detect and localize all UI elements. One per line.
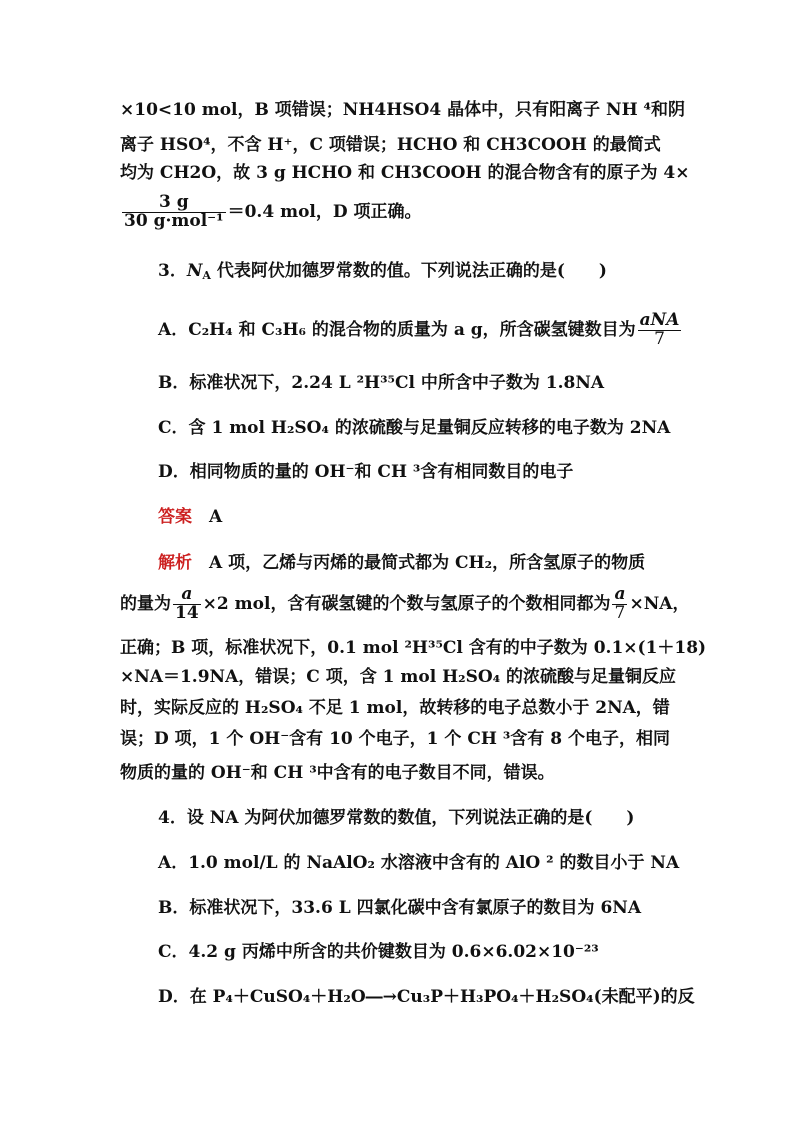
question-4-stem: 4．设 NA 为阿伏加德罗常数的数值，下列说法正确的是( ) [158,808,635,828]
analysis-line-4: ×NA＝1.9NA，错误；C 项，含 1 mol H₂SO₄ 的浓硫酸与足量铜反应 [120,667,677,687]
analysis-line-7: 物质的量的 OH⁻和 CH ³中含有的电子数目不同，错误。 [120,763,555,783]
answer-label: 答案 [158,507,192,527]
analysis-line-1 [158,552,718,574]
q3-na-symbol: N [186,261,203,281]
fraction-denominator: 30 g·mol⁻¹ [124,210,224,231]
text-line-1: ×10<10 mol，B 项错误；NH4HSO4 晶体中，只有阳离子 NH ⁴和阴 [120,100,686,120]
q4-option-d: D．在 P₄＋CuSO₄＋H₂O―→Cu₃P＋H₃PO₄＋H₂SO₄(未配平)的反 [158,987,695,1007]
text-line-2: 离子 HSO⁴，不含 H⁺，C 项错误；HCHO 和 CH3COOH 的最简式 [120,135,661,155]
q3-option-a-text: A．C₂H₄ 和 C₃H₆ 的混合物的质量为 a g，所含碳氢键数目为 [158,319,636,340]
q3-option-a [158,312,718,349]
analysis-fraction-1-num: a [173,586,201,605]
fraction-molar [122,194,226,231]
q3-option-b: B．标准状况下，2.24 L ²H³⁵Cl 中所含中子数为 1.8NA [158,373,605,393]
q3-stem-text: 代表阿伏加德罗常数的值。下列说法正确的是( ) [210,261,607,281]
analysis-text-1: A 项，乙烯与丙烯的最简式都为 CH₂，所含氢原子的物质 [209,553,646,573]
q4-option-a: A．1.0 mol/L 的 NaAlO₂ 水溶液中含有的 AlO ² 的数目小于 NA [158,853,680,873]
q3-option-d: D．相同物质的量的 OH⁻和 CH ³含有相同数目的电子 [158,462,574,482]
question-3-stem [158,260,718,282]
analysis-fraction-2-den: 7 [614,602,626,623]
analysis-line-3: 正确；B 项，标准状况下，0.1 mol ²H³⁵Cl 含有的中子数为 0.1×(1＋18) [120,638,707,658]
q3-option-a-num: aNA [639,310,680,330]
fraction-numerator: 3 g [122,194,226,213]
analysis-2a: 的量为 [120,593,171,614]
text-line-3: 均为 CH2O，故 3 g HCHO 和 CH3COOH 的混合物含有的原子为 4× [120,163,690,183]
q4-option-b: B．标准状况下，33.6 L 四氯化碳中含有氯原子的数目为 6NA [158,898,642,918]
q4-option-c: C．4.2 g 丙烯中所含的共价键数目为 0.6×6.02×10⁻²³ [158,942,599,962]
analysis-line-2 [120,584,690,623]
q3-option-a-fraction [638,312,682,349]
analysis-fraction-2-num: a [614,584,626,604]
text-line-4-rest: ＝0.4 mol，D 项正确。 [227,201,422,222]
analysis-fraction-1 [173,586,201,623]
q3-option-a-den: 7 [654,328,665,349]
analysis-label: 解析 [158,553,192,573]
analysis-2c: ×NA， [629,593,690,614]
analysis-line-5: 时，实际反应的 H₂SO₄ 不足 1 mol，故转移的电子总数小于 2NA，错 [120,698,670,718]
analysis-2b: ×2 mol，含有碳氢键的个数与氢原子的个数相同都为 [202,593,611,614]
q3-option-c: C．含 1 mol H₂SO₄ 的浓硫酸与足量铜反应转移的电子数为 2NA [158,418,671,438]
q3-na-subscript: A [202,269,211,282]
analysis-fraction-2 [612,586,627,623]
text-line-4 [120,194,680,231]
analysis-line-6: 误；D 项，1 个 OH⁻含有 10 个电子，1 个 CH ³含有 8 个电子，相同 [120,729,670,749]
q3-answer [158,506,718,528]
q3-number: 3． [158,261,187,281]
answer-value: A [209,507,223,527]
analysis-fraction-1-den: 14 [175,602,199,623]
